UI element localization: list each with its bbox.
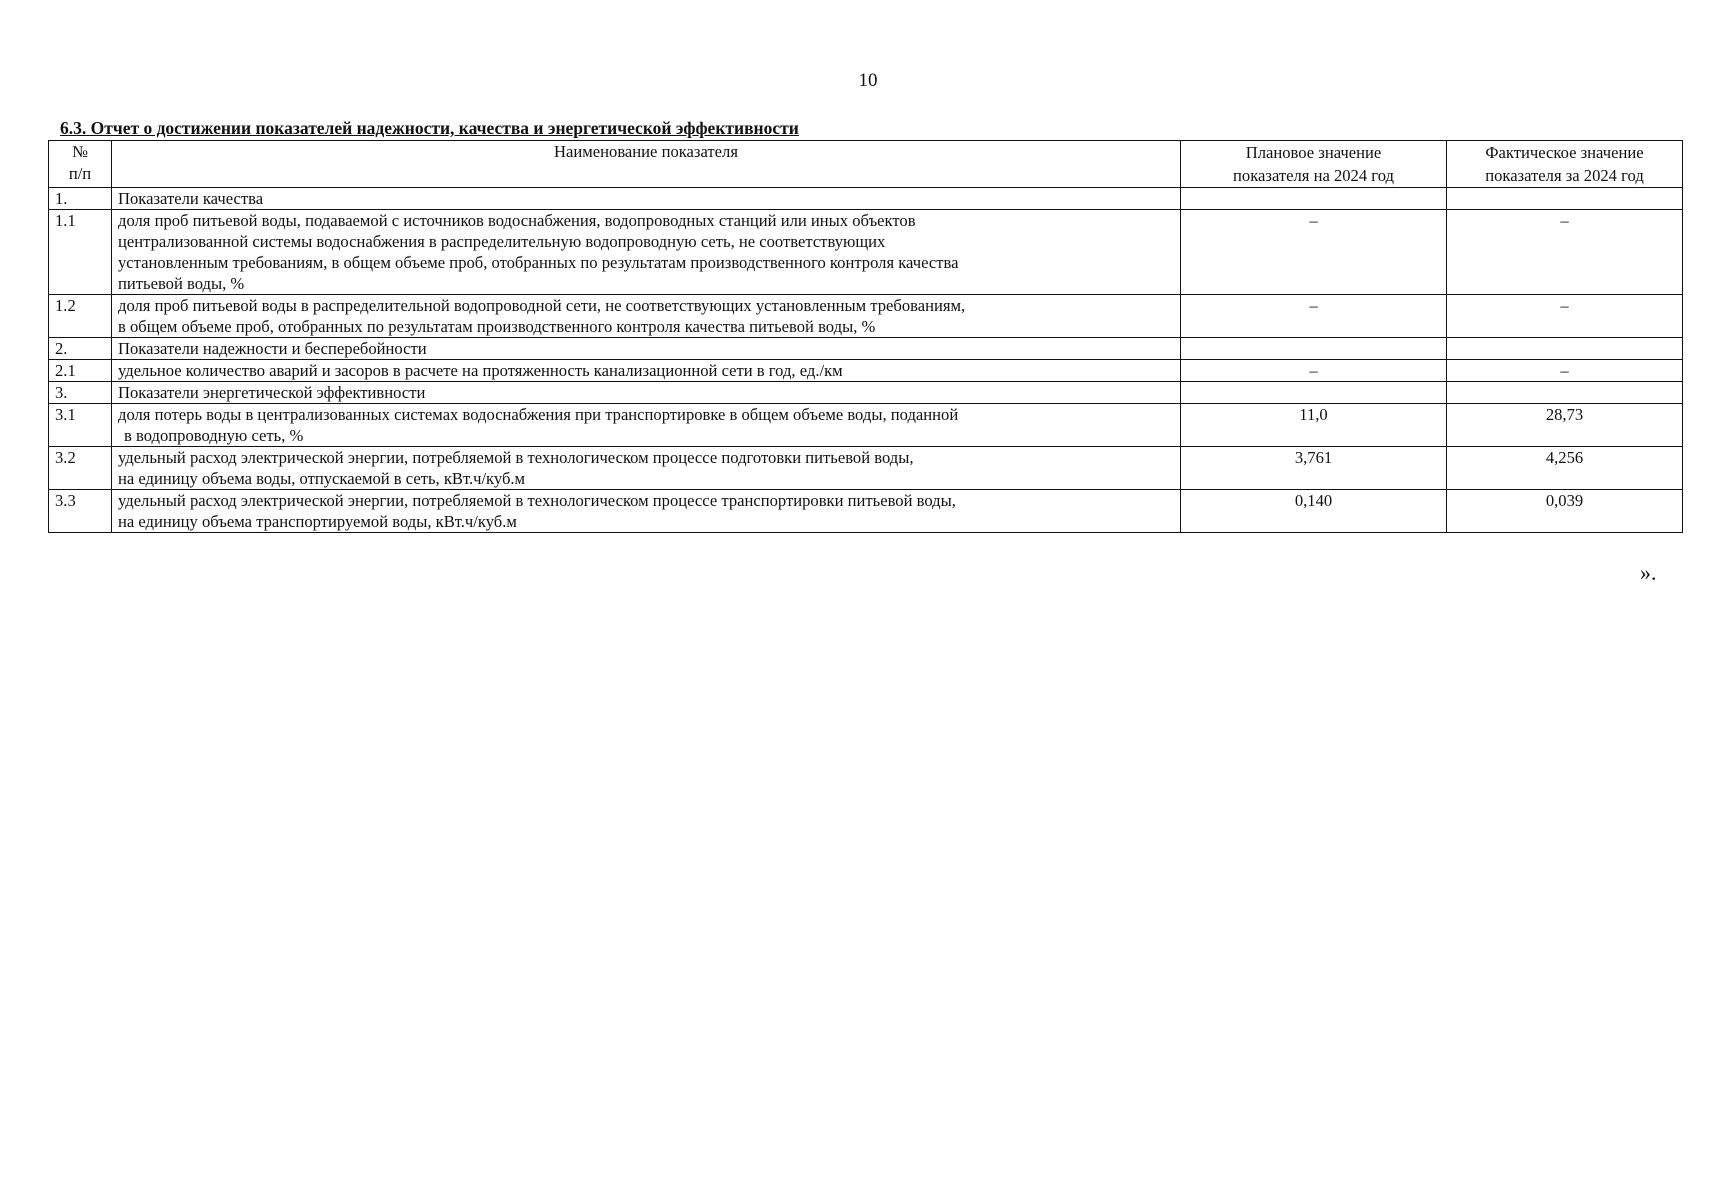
row-name xyxy=(112,295,1181,338)
row-name xyxy=(112,447,1181,490)
table-row-3-3 xyxy=(49,490,1683,533)
table-row-1 xyxy=(49,188,1683,210)
row-plan: 0,140 xyxy=(1181,490,1447,533)
row-name-line: в водопроводную сеть, % xyxy=(124,426,304,445)
row-fact: 0,039 xyxy=(1447,490,1683,533)
row-num: 1.1 xyxy=(49,210,112,295)
row-fact: – xyxy=(1447,210,1683,295)
row-fact xyxy=(1447,338,1683,360)
row-num: 1.2 xyxy=(49,295,112,338)
row-plan: – xyxy=(1181,360,1447,382)
header-name: Наименование показателя xyxy=(112,141,1181,188)
row-name: удельное количество аварий и засоров в расчете на протяженность канализационной сети в год, ед./км xyxy=(112,360,1181,382)
header-fact xyxy=(1447,141,1683,188)
row-num: 3.2 xyxy=(49,447,112,490)
row-plan xyxy=(1181,338,1447,360)
row-plan xyxy=(1181,188,1447,210)
row-name-line: на единицу объема воды, отпускаемой в сеть, кВт.ч/куб.м xyxy=(118,469,526,488)
table-row-3-1 xyxy=(49,404,1683,447)
page-number: 10 xyxy=(858,70,878,91)
row-name xyxy=(112,210,1181,295)
header-plan-line2: показателя на 2024 год xyxy=(1233,166,1394,185)
row-name-line: питьевой воды, % xyxy=(118,274,245,293)
row-name: Показатели качества xyxy=(112,188,1181,210)
row-name-line: в общем объеме проб, отобранных по результатам производственного контроля качества питьевой воды, % xyxy=(118,317,876,336)
header-plan xyxy=(1181,141,1447,188)
indicators-table xyxy=(48,140,1683,533)
table-row-3-2 xyxy=(49,447,1683,490)
header-num-line1: № xyxy=(72,142,88,161)
row-name-line: централизованной системы водоснабжения в распределительную водопроводную сеть, не соответствующих xyxy=(118,232,886,251)
header-fact-line1: Фактическое значение xyxy=(1485,143,1644,162)
row-fact xyxy=(1447,188,1683,210)
row-fact: – xyxy=(1447,360,1683,382)
row-name: Показатели энергетической эффективности xyxy=(112,382,1181,404)
row-fact: – xyxy=(1447,295,1683,338)
row-plan: – xyxy=(1181,295,1447,338)
row-name-line: на единицу объема транспортируемой воды, кВт.ч/куб.м xyxy=(118,512,517,531)
row-fact xyxy=(1447,382,1683,404)
row-num: 1. xyxy=(49,188,112,210)
table-row-2 xyxy=(49,338,1683,360)
header-num-line2: п/п xyxy=(68,164,92,183)
row-name-line: удельный расход электрической энергии, потребляемой в технологическом процессе подготовки питьевой воды, xyxy=(118,448,914,467)
row-plan xyxy=(1181,382,1447,404)
row-name: Показатели надежности и бесперебойности xyxy=(112,338,1181,360)
row-name xyxy=(112,490,1181,533)
table-header-row xyxy=(49,141,1683,188)
closing-quote-mark: ». xyxy=(1640,560,1657,585)
row-num: 2. xyxy=(49,338,112,360)
row-name-line: удельный расход электрической энергии, потребляемой в технологическом процессе транспортировки питьевой воды, xyxy=(118,491,956,510)
row-num: 2.1 xyxy=(49,360,112,382)
header-plan-line1: Плановое значение xyxy=(1245,143,1382,162)
row-num: 3. xyxy=(49,382,112,404)
row-name-line: установленным требованиям, в общем объеме проб, отобранных по результатам производственного контроля качества xyxy=(118,253,959,272)
row-plan: 3,761 xyxy=(1181,447,1447,490)
row-fact: 4,256 xyxy=(1447,447,1683,490)
row-plan: – xyxy=(1181,210,1447,295)
header-fact-line2: показателя за 2024 год xyxy=(1485,166,1644,185)
row-fact: 28,73 xyxy=(1447,404,1683,447)
row-num: 3.3 xyxy=(49,490,112,533)
row-name-line: доля проб питьевой воды, подаваемой с источников водоснабжения, водопроводных станций или иных объектов xyxy=(118,211,916,230)
table-row-1-2 xyxy=(49,295,1683,338)
row-plan: 11,0 xyxy=(1181,404,1447,447)
row-num: 3.1 xyxy=(49,404,112,447)
section-title: 6.3. Отчет о достижении показателей надежности, качества и энергетической эффективности xyxy=(60,118,799,138)
row-name-line: доля потерь воды в централизованных системах водоснабжения при транспортировке в общем объеме воды, поданной xyxy=(118,405,959,424)
row-name xyxy=(112,404,1181,447)
table-row-2-1 xyxy=(49,360,1683,382)
table-row-3 xyxy=(49,382,1683,404)
header-num xyxy=(49,141,112,188)
table-row-1-1 xyxy=(49,210,1683,295)
row-name-line: доля проб питьевой воды в распределительной водопроводной сети, не соответствующих установленным требованиям, xyxy=(118,296,966,315)
